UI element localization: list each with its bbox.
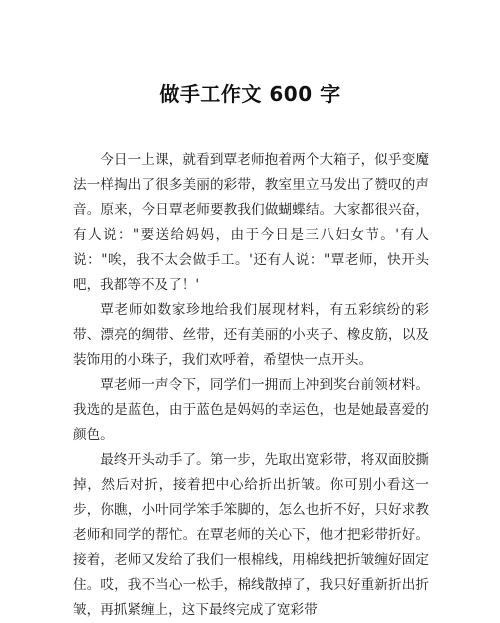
- paragraph-4: 最终开头动手了。第一步，先取出宽彩带，将双面胶撕掉，然后对折，接着把中心给折出折皱。你可别小看这一步，你瞧，小叶同学笨手笨脚的，怎么也折不好，只好求教老师和同学的帮忙。在覃老师的关心下，他才把彩带折好。接着，老师又发给了我们一根棉线，用棉线把折皱缠好固定住。哎，我不当心一松手，棉线散掉了，我只好重新折出折皱，再抓紧缠上，这下最终完成了宽彩带: [73, 452, 429, 618]
- paragraph-3: 覃老师一声令下，同学们一拥而上冲到奖台前领材料。我选的是蓝色，由于蓝色是妈妈的幸运色，也是她最喜爱的颜色。: [73, 377, 429, 443]
- document-body: [73, 148, 429, 623]
- document-title: 做手工作文 600 字: [159, 82, 341, 106]
- paragraph-1: 今日一上课，就看到覃老师抱着两个大箱子，似乎变魔法一样掏出了很多美丽的彩带，教室里立马发出了赞叹的声音。原来，今日覃老师要教我们做蝴蝶结。大家都很兴奋，有人说："要送给妈妈，由于今日是三八妇女节。'有人说："唉，我不太会做手工。'还有人说："覃老师，快开头吧，我都等不及了！': [73, 152, 429, 293]
- paragraph-2: 覃老师如数家珍地给我们展现材料，有五彩缤纷的彩带、漂亮的绸带、丝带，还有美丽的小夹子、橡皮筋，以及装饰用的小珠子，我们欢呼着，希望快一点开头。: [73, 302, 429, 368]
